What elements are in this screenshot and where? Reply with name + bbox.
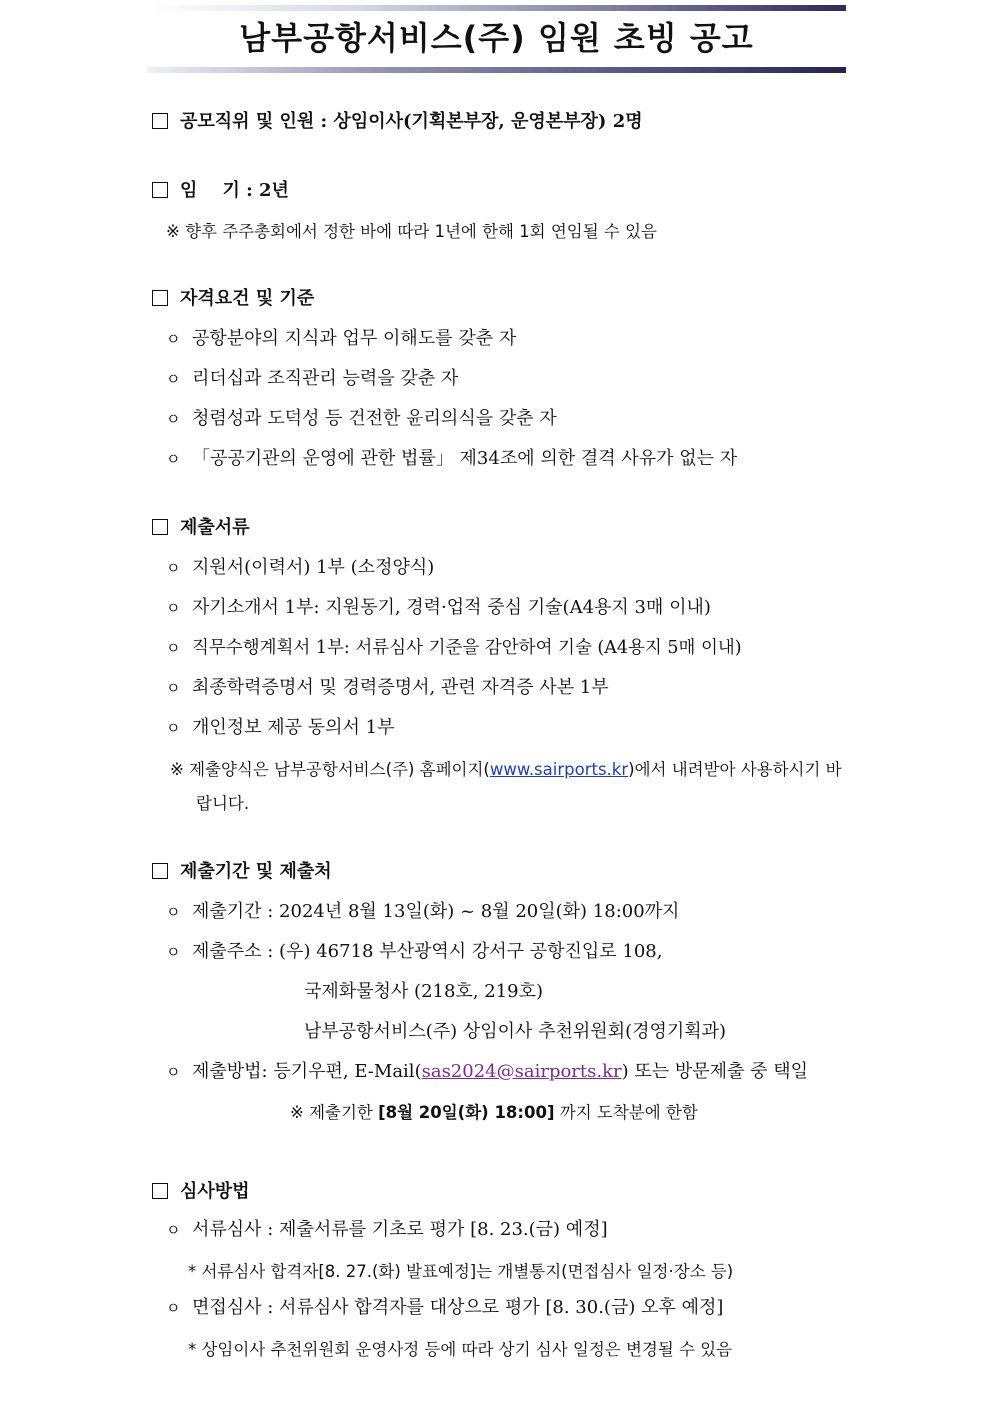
list-item: ㅇ 직무수행계획서 1부: 서류심사 기준을 감안하여 기술 (A4용지 5매 이내) <box>166 638 742 658</box>
address-line: 국제화물청사 (218호, 219호) <box>304 981 544 1002</box>
list-item: ㅇ 지원서(이력서) 1부 (소정양식) <box>166 557 435 578</box>
section-qualifications <box>152 287 314 311</box>
deadline-note: ※ 제출기한 [8월 20일(화) 18:00] 까지 도착분에 한함 <box>290 1103 698 1122</box>
list-item: ㅇ 서류심사 : 제출서류를 기초로 평가 [8. 23.(금) 예정] <box>166 1219 608 1240</box>
term-note: ※ 향후 주주총회에서 정한 바에 따라 1년에 한해 1회 연임될 수 있음 <box>166 222 657 241</box>
title-bottom-rule <box>147 67 846 73</box>
page-title: 남부공항서비스(주) 임원 초빙 공고 <box>239 19 754 57</box>
review-note: * 서류심사 합격자[8. 27.(화) 발표예정]는 개별통지(면접심사 일정·장소 등) <box>188 1262 734 1281</box>
list-item: ㅇ 제출주소 : (우) 46718 부산광역시 강서구 공항진입로 108, <box>166 941 663 962</box>
bullet-icon: ㅇ <box>166 719 181 737</box>
section-documents <box>152 516 250 540</box>
list-item: ㅇ 자기소개서 1부: 지원동기, 경력·업적 중심 기술(A4용지 3매 이내) <box>166 597 711 618</box>
title-top-rule <box>147 5 846 11</box>
section-documents-header: 제출서류 <box>180 517 250 538</box>
bullet-icon: ㅇ <box>166 559 181 577</box>
checkbox-icon <box>152 863 168 879</box>
bullet-icon: ㅇ <box>166 450 181 468</box>
checkbox-icon <box>152 182 168 198</box>
bullet-icon: ㅇ <box>166 639 181 657</box>
review-note: * 상임이사 추천위원회 운영사정 등에 따라 상기 심사 일정은 변경될 수 있음 <box>188 1340 733 1359</box>
list-item: ㅇ 제출기간 : 2024년 8월 13일(화) ~ 8월 20일(화) 18:00까지 <box>166 901 680 922</box>
bullet-icon: ㅇ <box>166 943 181 961</box>
bullet-icon: ㅇ <box>166 679 181 697</box>
address-line: 남부공항서비스(주) 상임이사 추천위원회(경영기획과) <box>304 1021 727 1042</box>
section-term <box>152 179 289 203</box>
section-position-header: 공모직위 및 인원 : 상임이사(기획본부장, 운영본부장) 2명 <box>180 111 643 132</box>
list-item: ㅇ 청렴성과 도덕성 등 건전한 윤리의식을 갖춘 자 <box>166 408 557 429</box>
bullet-icon: ㅇ <box>166 410 181 428</box>
section-position <box>152 110 643 134</box>
homepage-link[interactable]: www.sairports.kr <box>489 760 629 779</box>
checkbox-icon <box>152 1183 168 1199</box>
list-item: ㅇ 리더십과 조직관리 능력을 갖춘 자 <box>166 368 459 389</box>
section-review <box>152 1180 250 1204</box>
section-term-header: 임 기 : 2년 <box>180 180 289 201</box>
list-item: ㅇ 공항분야의 지식과 업무 이해도를 갖춘 자 <box>166 328 517 349</box>
email-link[interactable]: sas2024@sairports.kr <box>421 1061 622 1082</box>
documents-note: ※ 제출양식은 남부공항서비스(주) 홈페이지(www.sairports.kr)에서 내려받아 사용하시기 바 <box>170 760 842 779</box>
bullet-icon: ㅇ <box>166 1221 181 1239</box>
list-item: ㅇ 제출방법: 등기우편, E-Mail(sas2024@sairports.kr) 또는 방문제출 중 택일 <box>166 1061 809 1082</box>
checkbox-icon <box>152 290 168 306</box>
checkbox-icon <box>152 519 168 535</box>
documents-note-continued: 랍니다. <box>196 794 250 813</box>
list-item: ㅇ 면접심사 : 서류심사 합격자를 대상으로 평가 [8. 30.(금) 오후 예정] <box>166 1297 724 1318</box>
list-item: ㅇ 개인정보 제공 동의서 1부 <box>166 717 395 738</box>
bullet-icon: ㅇ <box>166 599 181 617</box>
section-submission-header: 제출기간 및 제출처 <box>180 861 332 882</box>
bullet-icon: ㅇ <box>166 370 181 388</box>
checkbox-icon <box>152 113 168 129</box>
bullet-icon: ㅇ <box>166 330 181 348</box>
list-item: ㅇ 최종학력증명서 및 경력증명서, 관련 자격증 사본 1부 <box>166 677 609 698</box>
section-qualifications-header: 자격요건 및 기준 <box>180 288 315 309</box>
bullet-icon: ㅇ <box>166 903 181 921</box>
bullet-icon: ㅇ <box>166 1063 181 1081</box>
bullet-icon: ㅇ <box>166 1299 181 1317</box>
list-item: ㅇ 「공공기관의 운영에 관한 법률」 제34조에 의한 결격 사유가 없는 자 <box>166 448 738 469</box>
section-submission <box>152 860 332 884</box>
section-review-header: 심사방법 <box>180 1181 250 1202</box>
